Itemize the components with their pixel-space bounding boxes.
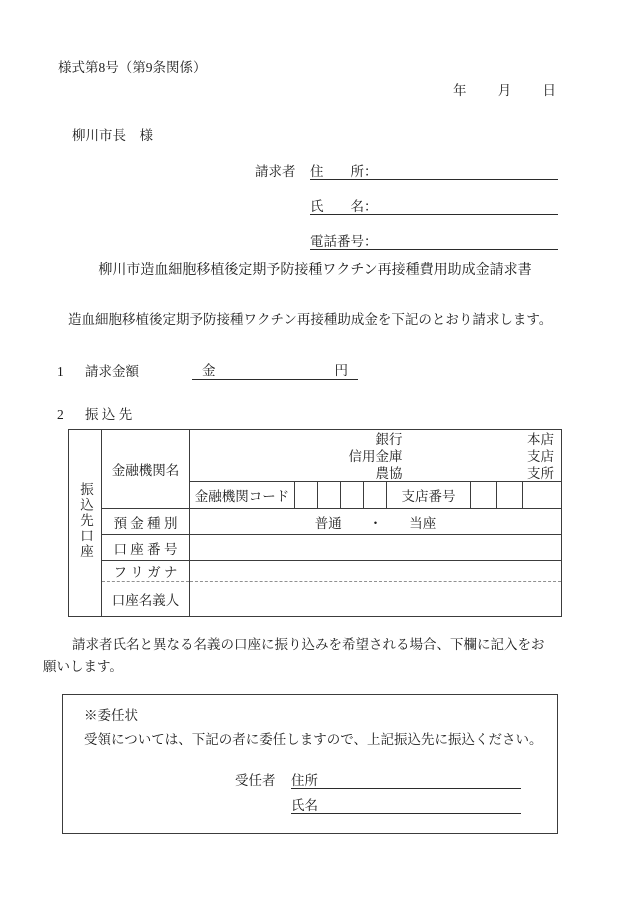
proxy-title: ※委任状 — [84, 708, 138, 723]
delegate-address-row — [235, 769, 521, 789]
table-group-label: 振込先口座 — [78, 482, 93, 560]
account-number-label: 口 座 番 号 — [113, 541, 178, 557]
claimant-label: 請求者 — [255, 164, 296, 179]
delegate-name-field[interactable] — [291, 794, 521, 814]
delegate-block — [235, 769, 521, 819]
delegate-name-row — [235, 794, 521, 814]
account-holder-label-cell — [102, 582, 190, 617]
document-title: 柳川市造血細胞移植後定期予防接種ワクチン再接種費用助成金請求書 — [98, 263, 532, 278]
delegate-address-label: 住所 — [291, 773, 318, 788]
transfer-heading-number: 2 — [57, 407, 64, 422]
date-year-label: 年 — [453, 83, 467, 98]
transfer-heading-label: 振 込 先 — [85, 407, 133, 422]
branch-code-digit-cell[interactable] — [470, 482, 496, 508]
furigana-value-cell[interactable] — [190, 561, 562, 582]
claimant-name-field[interactable] — [310, 195, 558, 215]
delegate-label-spacer — [235, 794, 291, 814]
institution-type-options[interactable] — [190, 431, 561, 482]
date-line — [453, 79, 556, 99]
deposit-type-value-cell[interactable]: 普通 ・ 当座 — [190, 509, 562, 535]
institution-code-digit-cell[interactable] — [294, 482, 317, 508]
account-number-label-cell — [102, 535, 190, 561]
institution-name-cell[interactable] — [190, 430, 562, 482]
account-number-value-cell[interactable] — [190, 535, 562, 561]
branch-type-honten[interactable]: 本店 — [527, 431, 554, 447]
claim-amount-prefix: 金 — [202, 363, 216, 378]
account-holder-value-cell[interactable] — [190, 582, 562, 617]
delegate-address-field[interactable] — [291, 769, 521, 789]
branch-type-options[interactable] — [527, 431, 554, 482]
institution-code-label: 金融機関コード — [194, 489, 290, 504]
branch-type-shiten[interactable]: 支店 — [527, 448, 554, 464]
date-month-label: 月 — [497, 83, 512, 98]
claimant-label-spacer — [255, 230, 310, 250]
furigana-label: フ リ ガ ナ — [113, 565, 178, 580]
claimant-block — [255, 160, 558, 265]
branch-code-digit-cell[interactable] — [522, 482, 561, 508]
claim-amount-number: 1 — [57, 364, 64, 379]
addressee: 柳川市長 様 — [72, 128, 153, 143]
intro-paragraph: 造血細胞移植後定期予防接種ワクチン再接種助成金を下記のとおり請求します。 — [68, 312, 553, 327]
account-holder-label: 口座名義人 — [111, 593, 180, 608]
claimant-label-spacer — [255, 195, 310, 215]
branch-code-digit-cell[interactable] — [496, 482, 522, 508]
claimant-phone-row — [255, 230, 558, 250]
institution-name-label-cell — [102, 430, 190, 509]
institution-type-bank[interactable]: 銀行 — [375, 431, 403, 447]
claim-amount-line — [57, 359, 358, 380]
furigana-label-cell — [102, 561, 190, 582]
bank-transfer-table — [68, 429, 562, 617]
transfer-heading-line — [57, 403, 132, 423]
institution-code-digit-cell[interactable] — [317, 482, 340, 508]
institution-code-digit-cell[interactable] — [340, 482, 363, 508]
claim-amount-field[interactable] — [192, 359, 358, 380]
claimant-phone-label: 電話番号： — [310, 234, 378, 249]
claimant-address-field[interactable] — [310, 160, 558, 180]
proxy-statement-box — [62, 694, 558, 834]
claimant-name-row — [255, 195, 558, 215]
proxy-body: 受領については、下記の者に委任しますので、上記振込先に振込ください。 — [84, 732, 543, 747]
claimant-phone-field[interactable] — [310, 230, 558, 250]
branch-code-label: 支店番号 — [386, 482, 470, 508]
note-line-2: 願いします。 — [43, 659, 123, 674]
institution-code-digit-cell[interactable] — [363, 482, 386, 508]
form-number: 様式第8号（第9条関係） — [58, 60, 207, 75]
delegate-label: 受任者 — [235, 773, 276, 788]
claim-amount-suffix: 円 — [334, 363, 348, 378]
table-group-label-cell — [69, 430, 102, 617]
deposit-type-label-cell — [102, 509, 190, 535]
note-paragraph — [43, 634, 563, 678]
deposit-type-label: 預 金 種 別 — [113, 515, 178, 531]
institution-type-shinkin[interactable]: 信用金庫 — [348, 448, 403, 464]
claimant-address-row — [255, 160, 558, 180]
date-day-label: 日 — [542, 83, 556, 98]
institution-type-nokyo[interactable]: 農協 — [375, 465, 403, 481]
claim-amount-label: 請求金額 — [85, 364, 139, 379]
branch-type-shisho[interactable]: 支所 — [527, 465, 554, 481]
claimant-name-label: 氏 名： — [310, 199, 378, 214]
institution-name-label: 金融機関名 — [111, 463, 180, 478]
code-row-cell — [190, 482, 562, 509]
note-line-1: 請求者氏名と異なる名義の口座に振り込みを希望される場合、下欄に記入をお — [72, 637, 545, 652]
delegate-name-label: 氏名 — [291, 798, 318, 813]
claimant-address-label: 住 所： — [310, 164, 378, 179]
